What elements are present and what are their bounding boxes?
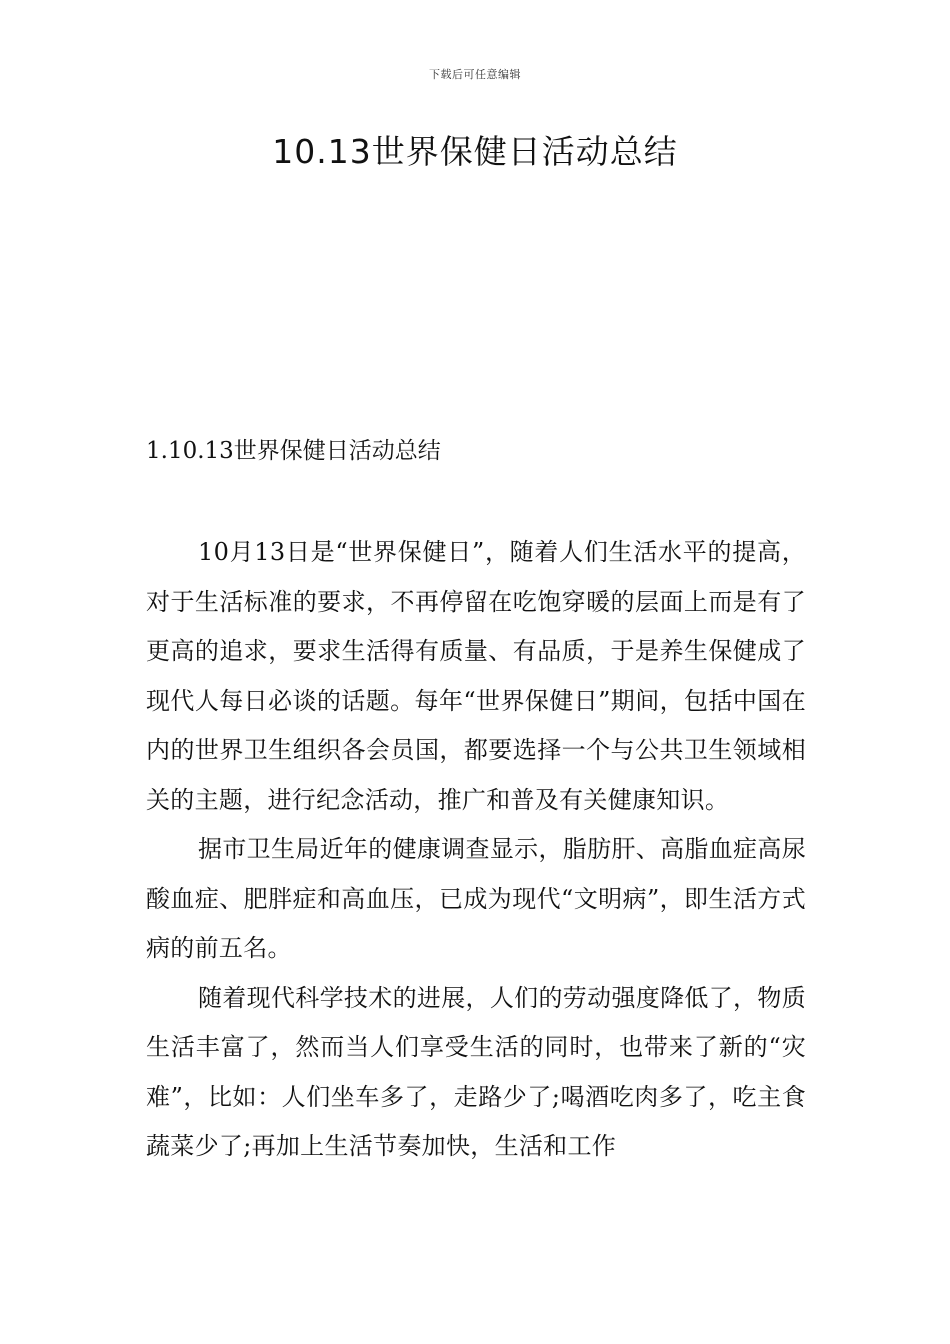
header-note: 下载后可任意编辑 xyxy=(429,68,521,81)
section-heading: 1.10.13世界保健日活动总结 xyxy=(146,438,441,464)
document-title: 10.13世界保健日活动总结 xyxy=(272,132,678,171)
paragraph: 据市卫生局近年的健康调查显示，脂肪肝、高脂血症高尿酸血症、肥胖症和高血压，已成为现代“文明病”，即生活方式病的前五名。 xyxy=(146,835,806,962)
document-body xyxy=(146,528,806,1172)
paragraph: 随着现代科学技术的进展，人们的劳动强度降低了，物质生活丰富了，然而当人们享受生活的同时，也带来了新的“灾难”，比如：人们坐车多了，走路少了;喝酒吃肉多了，吃主食蔬菜少了;再加上生活节奏加快，生活和工作 xyxy=(146,983,806,1160)
paragraph: 10月13日是“世界保健日”，随着人们生活水平的提高，对于生活标准的要求，不再停留在吃饱穿暖的层面上而是有了更高的追求，要求生活得有质量、有品质，于是养生保健成了现代人每日必谈的话题。每年“世界保健日”期间，包括中国在内的世界卫生组织各会员国，都要选择一个与公共卫生领域相关的主题，进行纪念活动，推广和普及有关健康知识。 xyxy=(146,538,806,814)
